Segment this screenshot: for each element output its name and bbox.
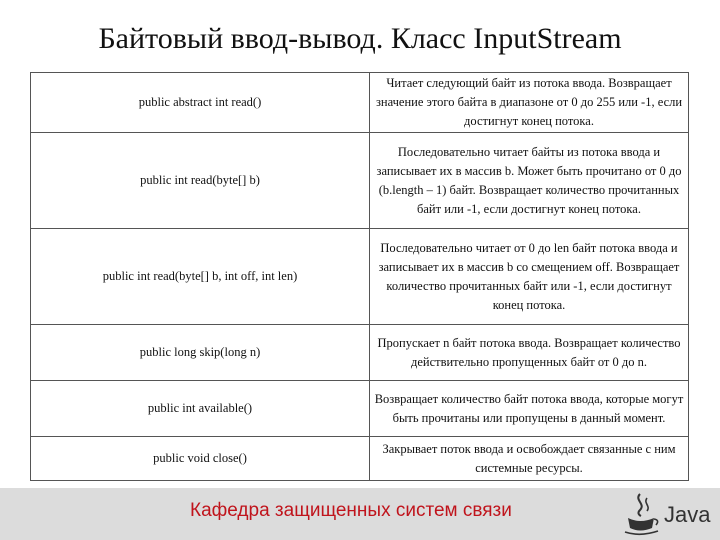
method-signature: public int read(byte[] b, int off, int len) xyxy=(31,229,370,325)
java-coffee-cup-icon xyxy=(620,490,720,538)
method-signature: public int available() xyxy=(31,381,370,437)
table-row xyxy=(31,325,689,381)
footer-bar xyxy=(0,488,720,540)
method-description: Последовательно читает от 0 до len байт потока ввода и записывает их в массив b со смещением off. Возвращает количество прочитанных байт или -1, если достигнут конец потока. xyxy=(370,229,689,325)
method-description: Закрывает поток ввода и освобождает связанные с ним системные ресурсы. xyxy=(370,437,689,481)
method-signature: public long skip(long n) xyxy=(31,325,370,381)
table-row xyxy=(31,437,689,481)
methods-table xyxy=(30,72,689,481)
method-description: Возвращает количество байт потока ввода, которые могут быть прочитаны или пропущены в данный момент. xyxy=(370,381,689,437)
table-row xyxy=(31,73,689,133)
table-row xyxy=(31,133,689,229)
table-row xyxy=(31,381,689,437)
java-logo-text: Java xyxy=(664,502,711,527)
method-description: Читает следующий байт из потока ввода. Возвращает значение этого байта в диапазоне от 0 до 255 или -1, если достигнут конец потока. xyxy=(370,73,689,133)
table-row xyxy=(31,229,689,325)
method-description: Последовательно читает байты из потока ввода и записывает их в массив b. Может быть прочитано от 0 до (b.length – 1) байт. Возвращает количество прочитанных байт или -1, если достигнут конец потока. xyxy=(370,133,689,229)
slide-title: Байтовый ввод-вывод. Класс InputStream xyxy=(98,22,622,55)
method-signature: public int read(byte[] b) xyxy=(31,133,370,229)
method-signature: public abstract int read() xyxy=(31,73,370,133)
footer-department-text: Кафедра защищенных систем связи xyxy=(190,500,512,521)
method-signature: public void close() xyxy=(31,437,370,481)
method-description: Пропускает n байт потока ввода. Возвращает количество действительно пропущенных байт от 0 до n. xyxy=(370,325,689,381)
